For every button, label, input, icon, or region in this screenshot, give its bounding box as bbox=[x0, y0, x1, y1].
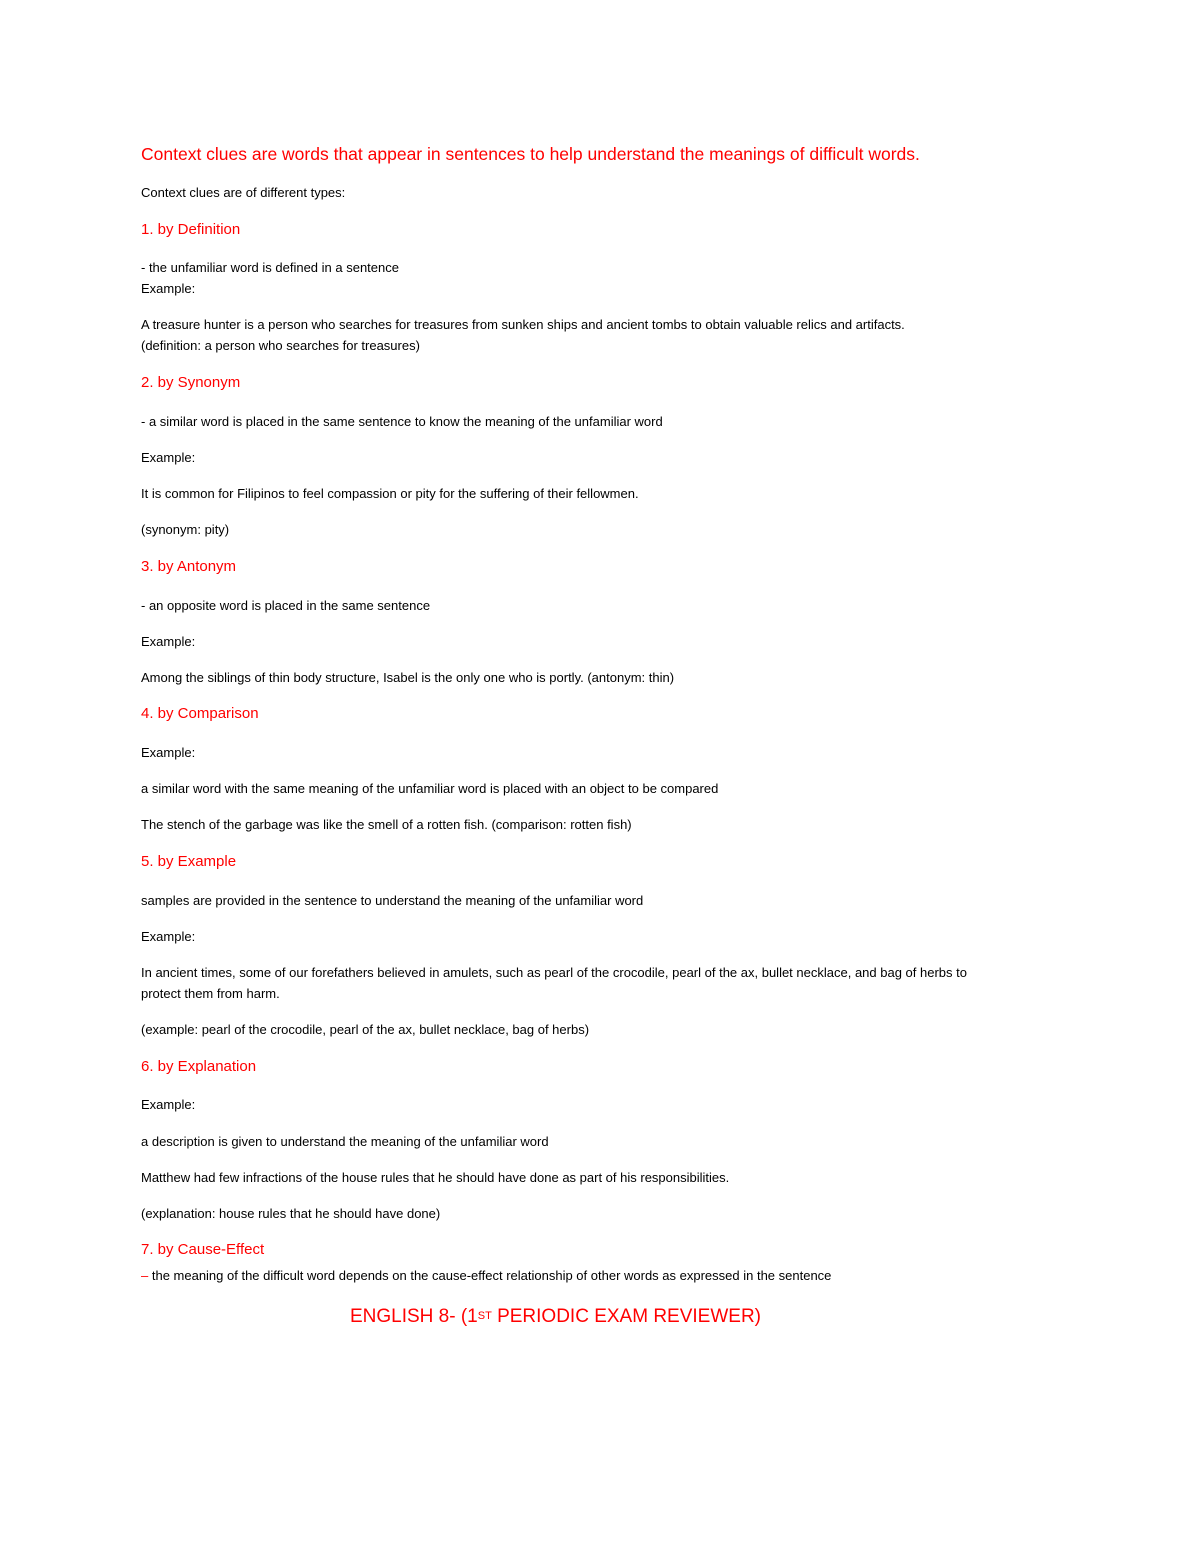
dash-marker: – bbox=[141, 1268, 149, 1283]
example-sentence: Among the siblings of thin body structure, Isabel is the only one who is portly. (antonym: thin) bbox=[141, 670, 675, 685]
document-title bbox=[0, 1304, 1111, 1330]
title-suffix: PERIODIC EXAM REVIEWER) bbox=[491, 1306, 762, 1327]
section-description: a similar word with the same meaning of the unfamiliar word is placed with an object to be compared bbox=[141, 781, 719, 796]
types-intro: Context clues are of different types: bbox=[141, 185, 346, 200]
section-heading-antonym: 3. by Antonym bbox=[141, 558, 237, 575]
cause-effect-text: the meaning of the difficult word depends on the cause-effect relationship of other words as expressed in the sentence bbox=[148, 1268, 832, 1283]
example-sentence-line-1: In ancient times, some of our forefathers believed in amulets, such as pearl of the crocodile, pearl of the ax, bullet necklace, and bag of herbs to bbox=[141, 965, 967, 980]
example-note: (explanation: house rules that he should have done) bbox=[141, 1206, 441, 1221]
example-label: Example: bbox=[141, 634, 196, 649]
example-sentence: A treasure hunter is a person who searches for treasures from sunken ships and ancient tombs to obtain valuable relics and artifacts. bbox=[141, 317, 905, 332]
section-heading-synonym: 2. by Synonym bbox=[141, 374, 241, 391]
example-label: Example: bbox=[141, 281, 196, 296]
example-sentence: Matthew had few infractions of the house rules that he should have done as part of his responsibilities. bbox=[141, 1170, 730, 1185]
section-description: samples are provided in the sentence to understand the meaning of the unfamiliar word bbox=[141, 893, 644, 908]
example-label: Example: bbox=[141, 450, 196, 465]
example-note: (synonym: pity) bbox=[141, 522, 230, 537]
title-superscript: ST bbox=[477, 1310, 492, 1322]
section-heading-comparison: 4. by Comparison bbox=[141, 705, 259, 722]
example-label: Example: bbox=[141, 929, 196, 944]
intro-text: Context clues are words that appear in sentences to help understand the meanings of difficult words. bbox=[141, 144, 920, 164]
example-label: Example: bbox=[141, 1097, 196, 1112]
section-heading-explanation: 6. by Explanation bbox=[141, 1058, 257, 1075]
section-description bbox=[141, 1268, 831, 1284]
title-prefix: ENGLISH 8- (1 bbox=[349, 1306, 478, 1327]
example-sentence: It is common for Filipinos to feel compassion or pity for the suffering of their fellowmen. bbox=[141, 486, 639, 501]
section-heading-example: 5. by Example bbox=[141, 853, 237, 870]
section-description: a description is given to understand the meaning of the unfamiliar word bbox=[141, 1134, 549, 1149]
example-sentence-line-2: protect them from harm. bbox=[141, 986, 280, 1001]
section-description: - an opposite word is placed in the same sentence bbox=[141, 598, 431, 613]
example-note: (definition: a person who searches for treasures) bbox=[141, 338, 420, 353]
example-label: Example: bbox=[141, 745, 196, 760]
example-sentence: The stench of the garbage was like the smell of a rotten fish. (comparison: rotten fish) bbox=[141, 817, 632, 832]
section-description: - a similar word is placed in the same sentence to know the meaning of the unfamiliar word bbox=[141, 414, 663, 429]
section-heading-definition: 1. by Definition bbox=[141, 221, 241, 238]
example-note: (example: pearl of the crocodile, pearl of the ax, bullet necklace, bag of herbs) bbox=[141, 1022, 590, 1037]
section-description: - the unfamiliar word is defined in a sentence bbox=[141, 260, 399, 275]
section-heading-cause-effect: 7. by Cause-Effect bbox=[141, 1241, 265, 1258]
